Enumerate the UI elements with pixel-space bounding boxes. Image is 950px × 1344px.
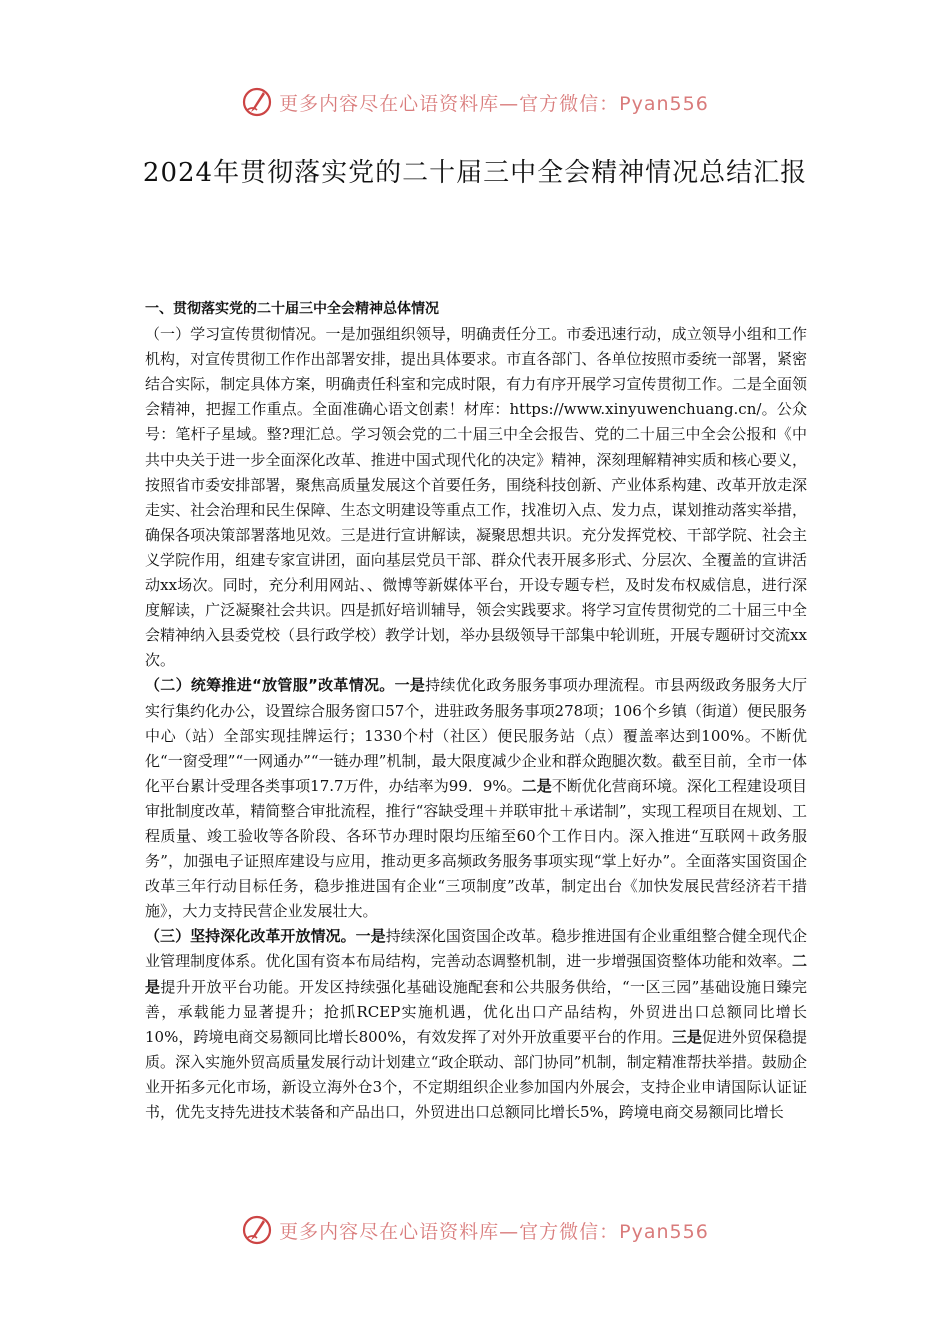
document-title: 2024年贯彻落实党的二十届三中全会精神情况总结汇报 (142, 158, 808, 188)
paragraph-2-lead-2: 二是 (521, 776, 552, 795)
paragraph-2-body-2: 不断优化营商环境。深化工程建设项目审批制度改革，精简整合审批流程，推行“容缺受理＋并联审批＋承诺制”，实现工程项目在规划、工程质量、竣工验收等各阶段、各环节办理时限均压缩至60个工作日内。深入推进“互联网＋政务服务”，加强电子证照库建设与应用，推动更多高频政务服务事项实现“掌上好办”。全面落实国资国企改革三年行动目标任务，稳步推进国有企业“三项制度”改革，制定出台《加快发展民营经济若干措施》，大力支持民营企业发展壮大。 (145, 776, 807, 921)
paragraph-3-heading: （三）坚持深化改革开放情况。 (145, 927, 356, 946)
footer-watermark (0, 1210, 950, 1250)
paragraph-3-lead-1: 一是 (355, 927, 386, 946)
quill-pen-logo-icon (241, 1214, 273, 1246)
watermark-text: 更多内容尽在心语资料库—官方微信：Pyan556 (279, 92, 709, 115)
paragraph-3 (145, 924, 807, 1125)
paragraph-3-body-3: 促进外贸保稳提质。深入实施外贸高质量发展行动计划建立“政企联动、部门协同”机制，制定精准帮扶举措。鼓励企业开拓多元化市场，新设立海外仓3个，不定期组织企业参加国内外展会，支持企业申请国际认证证书，优先支持先进技术装备和产品出口，外贸进出口总额同比增长5%，跨境电商交易额同比增长 (145, 1027, 807, 1121)
watermark-text: 更多内容尽在心语资料库—官方微信：Pyan556 (279, 1220, 709, 1243)
document-body (145, 297, 807, 1125)
paragraph-1: （一）学习宣传贯彻情况。一是加强组织领导，明确责任分工。市委迅速行动，成立领导小组和工作机构，对宣传贯彻工作作出部署安排，提出具体要求。市直各部门、各单位按照市委统一部署，紧密结合实际，制定具体方案，明确责任科室和完成时限，有力有序开展学习宣传贯彻工作。二是全面领会精神，把握工作重点。全面准确心语文创素！材库：https://www.xinyuwenchuang.cn/。公众号：笔杆子星域。整?理汇总。学习领会党的二十届三中全会报告、党的二十届三中全会公报和《中共中央关于进一步全面深化改革、推进中国式现代化的决定》精神，深刻理解精神实质和核心要义，按照省市委安排部署，聚焦高质量发展这个首要任务，围绕科技创新、产业体系构建、改革开放走深走实、社会治理和民生保障、生态文明建设等重点工作，找准切入点、发力点，谋划推动落实举措，确保各项决策部署落地见效。三是进行宣讲解读，凝聚思想共识。充分发挥党校、干部学院、社会主义学院作用，组建专家宣讲团，面向基层党员干部、群众代表开展多形式、分层次、全覆盖的宣讲活动xx场次。同时，充分利用网站、、微博等新媒体平台，开设专题专栏，及时发布权威信息，进行深度解读，广泛凝聚社会共识。四是抓好培训辅导，领会实践要求。将学习宣传贯彻党的二十届三中全会精神纳入县委党校（县行政学校）教学计划，举办县级领导干部集中轮训班，开展专题研讨交流xx次。 (145, 325, 807, 670)
paragraph-3-lead-2: 二是 (145, 952, 807, 996)
paragraph-3-lead-3: 三是 (671, 1027, 702, 1046)
paragraph-2 (145, 673, 807, 924)
header-watermark (0, 82, 950, 122)
paragraph-2-body-1: 持续优化政务服务事项办理流程。市县两级政务服务大厅实行集约化办公，设置综合服务窗口57个，进驻政务服务事项278项；106个乡镇（街道）便民服务中心（站）全部实现挂牌运行；1330个村（社区）便民服务站（点）覆盖率达到100%。不断优化“一窗受理”“一网通办”“一链办理”机制，最大限度减少企业和群众跑腿次数。截至目前，全市一体化平台累计受理各类事项17.7万件，办结率为99．9%。 (145, 676, 807, 795)
paragraph-3-body-2: 提升开放平台功能。开发区持续强化基础设施配套和公共服务供给，“一区三园”基础设施日臻完善，承载能力显著提升；抢抓RCEP实施机遇，优化出口产品结构，外贸进出口总额同比增长10%，跨境电商交易额同比增长800%，有效发挥了对外开放重要平台的作用。 (145, 977, 807, 1046)
section-heading: 一、贯彻落实党的二十届三中全会精神总体情况 (145, 301, 439, 317)
paragraph-3-body-1: 持续深化国资国企改革。稳步推进国有企业重组整合健全现代企业管理制度体系。优化国有资本布局结构，完善动态调整机制，进一步增强国资整体功能和效率。 (145, 927, 807, 971)
paragraph-2-lead-1: 一是 (394, 676, 426, 695)
quill-pen-logo-icon (241, 86, 273, 118)
paragraph-2-heading: （二）统筹推进“放管服”改革情况。 (145, 676, 395, 695)
